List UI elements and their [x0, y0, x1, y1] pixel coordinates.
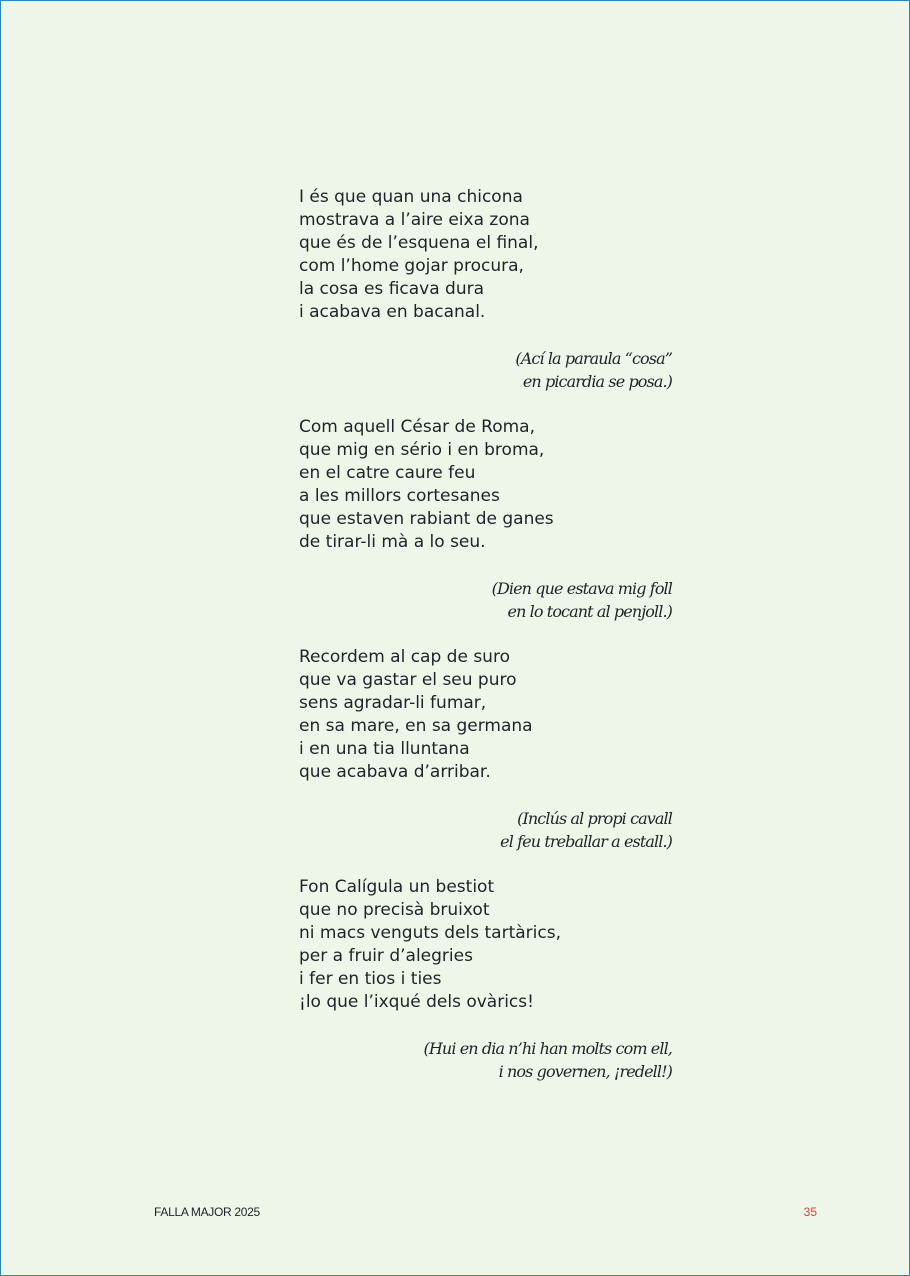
aside-line: (Inclús al propi cavall: [517, 809, 672, 828]
aside-line: (Ací la paraula “cosa”: [515, 349, 672, 368]
verse-line: a les millors cortesanes: [299, 486, 500, 506]
page-number: 35: [803, 1205, 817, 1219]
verse-line: en el catre caure feu: [299, 463, 476, 483]
stanza-1: [299, 186, 672, 324]
aside-line: i nos governen, ¡redell!): [498, 1062, 672, 1081]
aside-2: [299, 577, 672, 623]
verse-line: que estaven rabiant de ganes: [299, 509, 554, 529]
verse-line: i en una tia lluntana: [299, 739, 470, 759]
aside-3: [299, 807, 672, 853]
verse-line: i acabava en bacanal.: [299, 302, 486, 322]
verse-line: per a fruir d’alegries: [299, 946, 473, 966]
verse-line: mostrava a l’aire eixa zona: [299, 210, 530, 230]
verse-line: que és de l’esquena el final,: [299, 233, 539, 253]
aside-4: [299, 1037, 672, 1083]
stanza-2: [299, 416, 672, 554]
aside-1: [299, 347, 672, 393]
verse-line: Recordem al cap de suro: [299, 647, 510, 667]
poem: [299, 186, 672, 1083]
verse-line: la cosa es ficava dura: [299, 279, 485, 299]
verse-line: ¡lo que l’ixqué dels ovàrics!: [299, 992, 534, 1012]
verse-line: Com aquell César de Roma,: [299, 417, 536, 437]
footer-publication: FALLA MAJOR 2025: [154, 1205, 260, 1219]
verse-line: com l’home gojar procura,: [299, 256, 524, 276]
verse-line: que no precisà bruixot: [299, 900, 490, 920]
aside-line: en lo tocant al penjoll.): [507, 602, 672, 621]
aside-line: (Dien que estava mig foll: [491, 579, 672, 598]
verse-line: i fer en tios i ties: [299, 969, 442, 989]
verse-line: que acabava d’arribar.: [299, 762, 491, 782]
verse-line: ni macs venguts dels tartàrics,: [299, 923, 561, 943]
stanza-4: [299, 876, 672, 1014]
verse-line: que mig en sério i en broma,: [299, 440, 545, 460]
verse-line: Fon Calígula un bestiot: [299, 877, 495, 897]
aside-line: en picardia se posa.): [522, 372, 672, 391]
aside-line: el feu treballar a estall.): [500, 832, 672, 851]
verse-line: de tirar-li mà a lo seu.: [299, 532, 486, 552]
aside-line: (Hui en dia n’hi han molts com ell,: [423, 1039, 672, 1058]
verse-line: en sa mare, en sa germana: [299, 716, 533, 736]
stanza-3: [299, 646, 672, 784]
verse-line: I és que quan una chicona: [299, 187, 523, 207]
verse-line: sens agradar-li fumar,: [299, 693, 487, 713]
verse-line: que va gastar el seu puro: [299, 670, 517, 690]
